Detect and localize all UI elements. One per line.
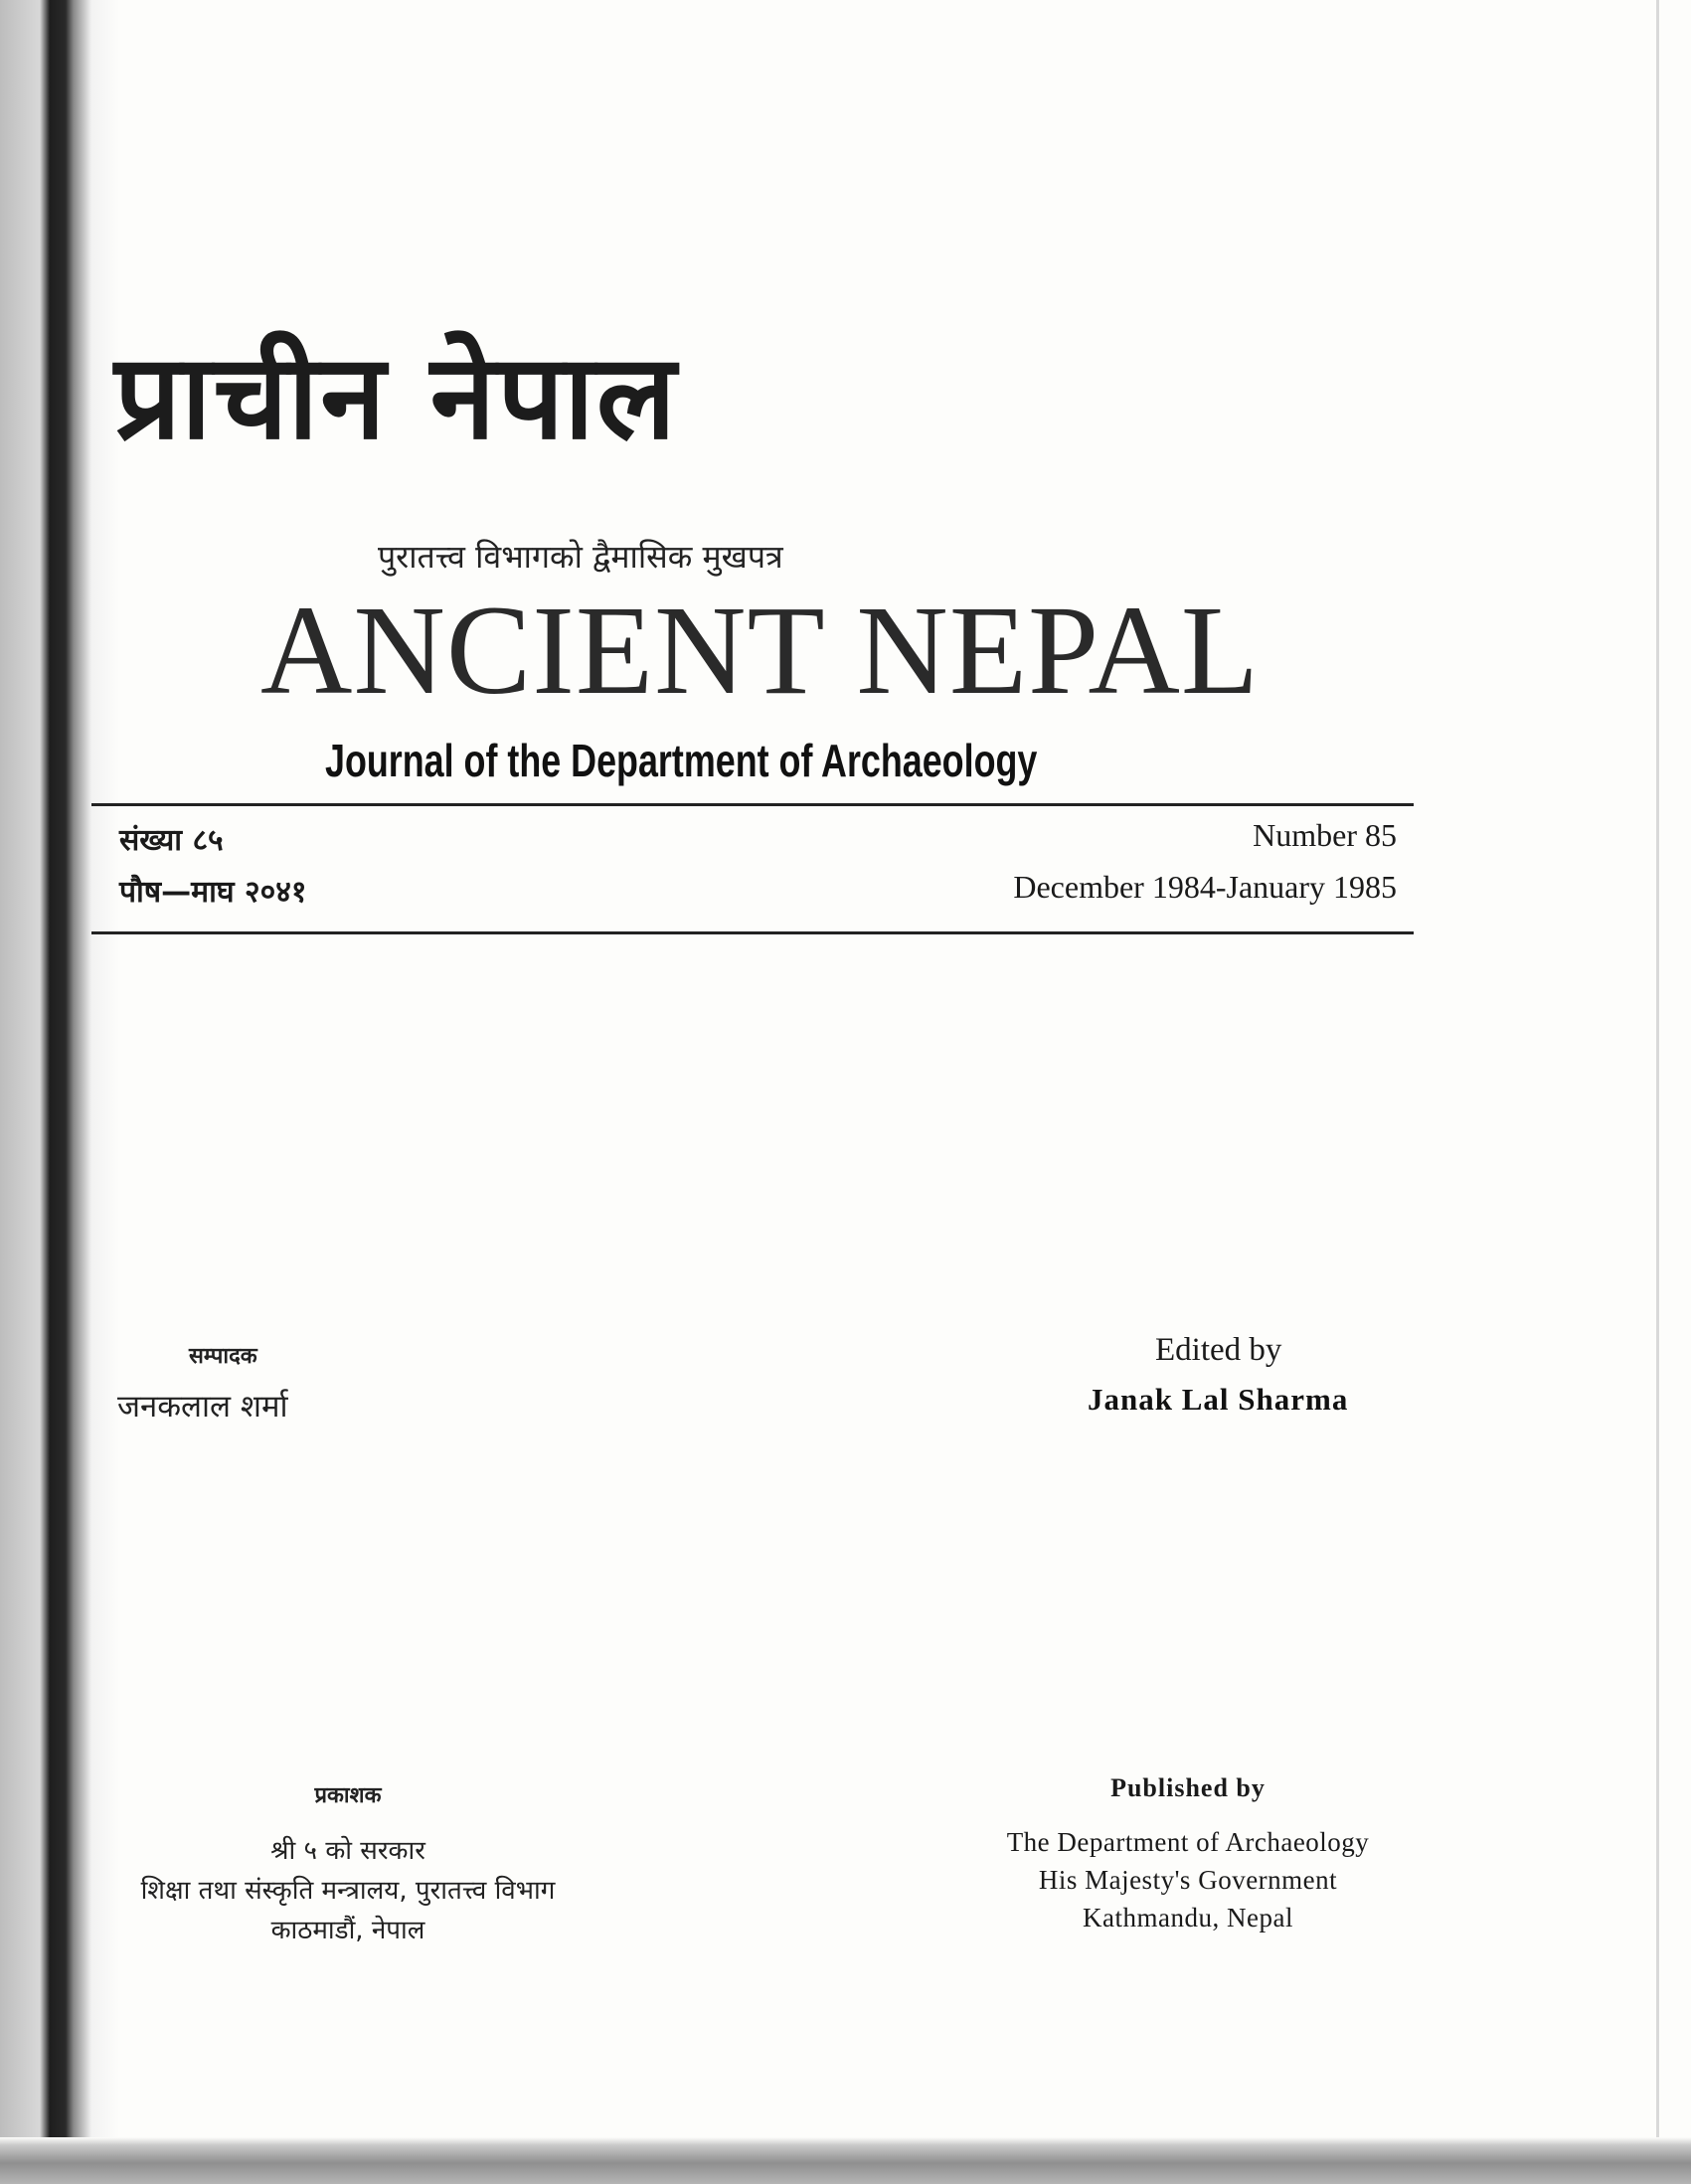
issue-number-hindi: संख्या ८५ xyxy=(119,823,224,858)
publisher-block-english xyxy=(969,1773,1407,1936)
scan-bottom-edge xyxy=(0,2137,1691,2184)
publisher-line-hindi: श्री ५ को सरकार xyxy=(270,1836,425,1866)
journal-subtitle-english: Journal of the Department of Archaeology xyxy=(325,735,1038,786)
scan-right-edge xyxy=(1656,0,1659,2184)
editor-label-hindi: सम्पादक xyxy=(189,1344,257,1369)
journal-title-english: ANCIENT NEPAL xyxy=(260,580,1261,721)
journal-subtitle-hindi: पुरातत्त्व विभागको द्वैमासिक मुखपत्र xyxy=(378,538,783,576)
issue-date-hindi: पौष—माघ २०४१ xyxy=(119,875,307,910)
divider-bottom xyxy=(91,931,1414,934)
editor-label-english: Edited by xyxy=(1155,1332,1282,1368)
publisher-line-english: Kathmandu, Nepal xyxy=(1083,1903,1293,1932)
issue-date-english: December 1984-January 1985 xyxy=(1013,869,1397,905)
publisher-line-hindi: काठमाडौं, नेपाल xyxy=(270,1916,425,1945)
publisher-line-english: His Majesty's Government xyxy=(1038,1865,1338,1895)
issue-number-english: Number 85 xyxy=(1253,817,1397,853)
journal-title-hindi: प्राचीन नेपाल xyxy=(114,328,678,465)
editor-name-english: Janak Lal Sharma xyxy=(1088,1382,1349,1417)
publisher-line-hindi: शिक्षा तथा संस्कृति मन्त्रालय, पुरातत्त्व विभाग xyxy=(140,1876,556,1906)
publisher-block-hindi xyxy=(99,1779,596,1950)
publisher-label-english: Published by xyxy=(1110,1773,1266,1802)
publisher-line-english: The Department of Archaeology xyxy=(1006,1827,1370,1857)
divider-top xyxy=(91,803,1414,806)
editor-name-hindi: जनकलाल शर्मा xyxy=(117,1389,288,1425)
publisher-label-hindi: प्रकाशक xyxy=(314,1783,382,1808)
